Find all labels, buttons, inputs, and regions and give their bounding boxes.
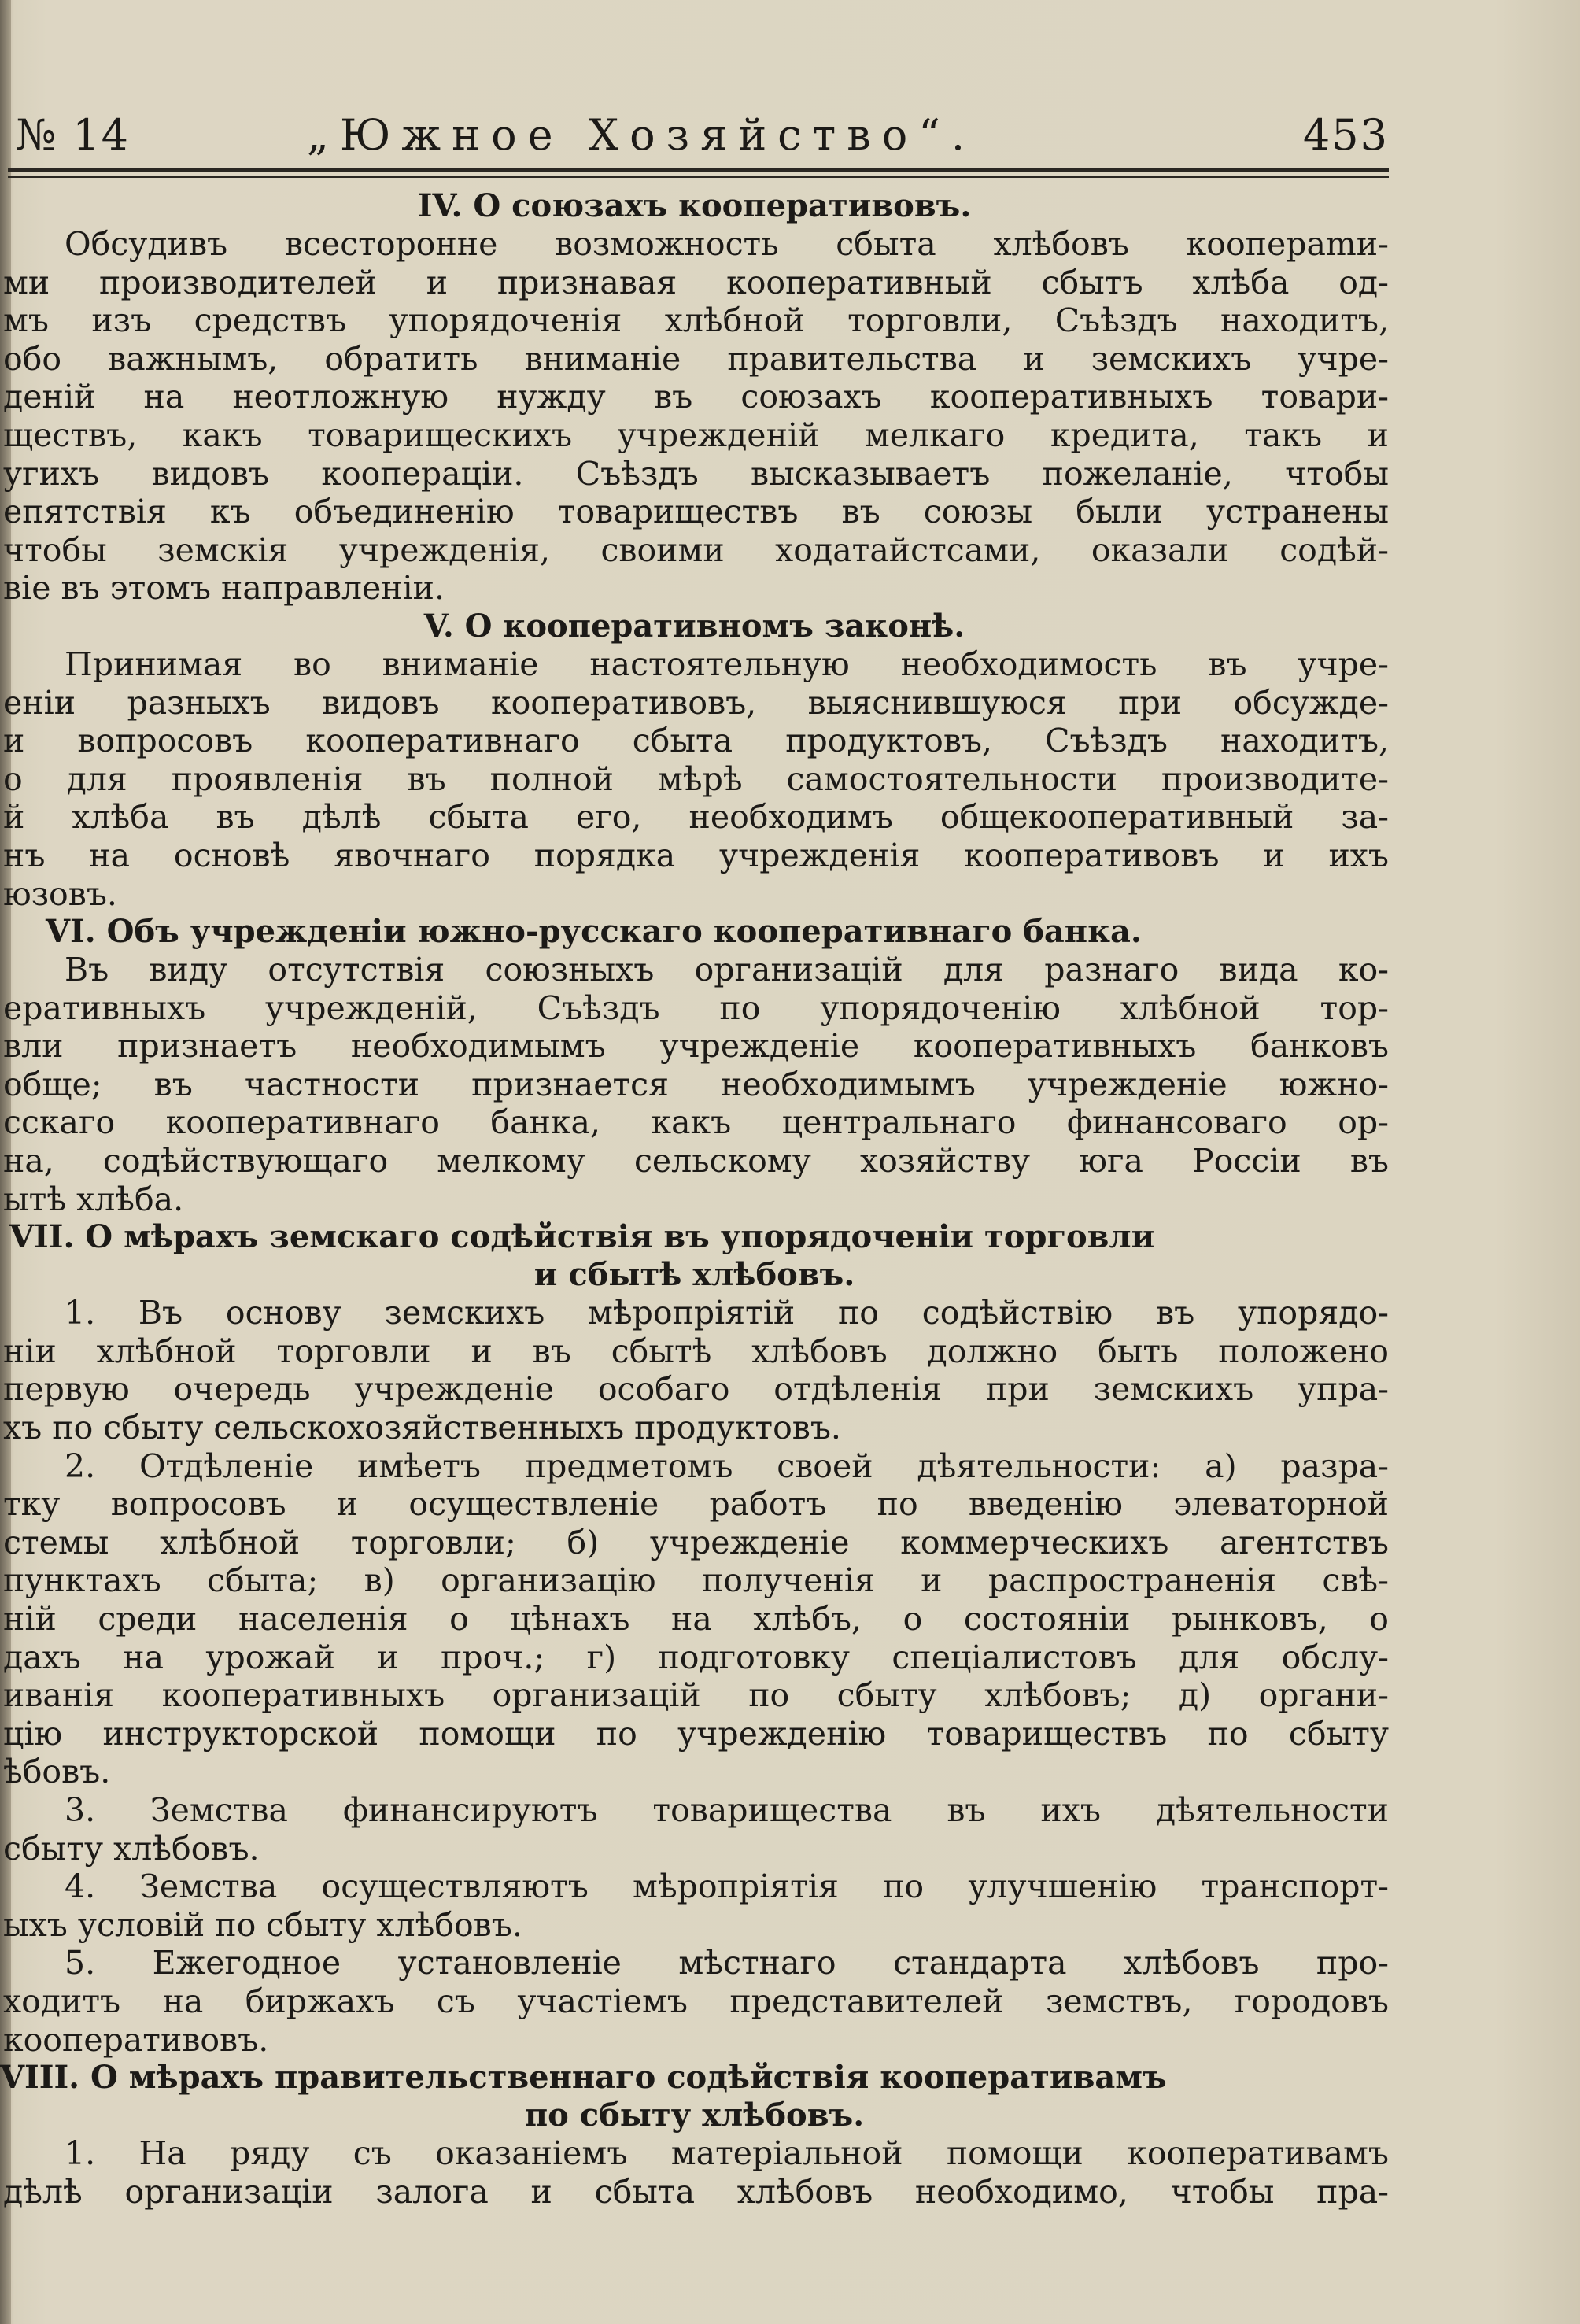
text-line: на, содѣйствующаго мелкому сельскому хозяйству юга Россіи въ xyxy=(3,1142,1389,1180)
text-line: й хлѣба въ дѣлѣ сбыта его, необходимъ общекооперативный за- xyxy=(3,798,1389,837)
text-line: обще; въ частности признается необходимымъ учрежденіе южно- xyxy=(3,1065,1389,1103)
header-rule-thin xyxy=(8,176,1389,178)
text-line: дѣлѣ организаціи залога и сбыта хлѣбовъ необходимо, чтобы пра- xyxy=(3,2172,1389,2211)
section-title-line-1: VII. О мѣрахъ земскаго содѣйствія въ упорядоченіи торговли xyxy=(9,1218,1155,1256)
text-line: стемы хлѣбной торговли; б) учрежденіе коммерческихъ агентствъ xyxy=(3,1523,1389,1561)
text-line: епятствія къ объединенію товариществъ въ союзы были устранены xyxy=(3,493,1389,531)
text-line: хъ по сбыту сельскохозяйственныхъ продуктовъ. xyxy=(3,1409,841,1447)
text-line: Въ виду отсутствія союзныхъ организацій для разнаго вида ко- xyxy=(65,951,1389,989)
text-line: 4. Земства осуществляютъ мѣропріятія по улучшенію транспорт- xyxy=(65,1868,1389,1906)
text-line: вли признаетъ необходимымъ учрежденіе кооперативныхъ банковъ xyxy=(3,1027,1389,1066)
text-line: сскаго кооперативнаго банка, какъ центральнаго финансоваго ор- xyxy=(3,1103,1389,1142)
text-line: чтобы земскія учрежденія, своими ходатайстсами, оказали содѣй- xyxy=(3,530,1389,569)
text-line: о для проявленія въ полной мѣрѣ самостоятельности производите- xyxy=(3,759,1389,798)
section-title: V. О кооперативномъ законѣ. xyxy=(423,607,965,645)
section-title: IV. О союзахъ кооперативовъ. xyxy=(417,187,972,224)
text-line: ытѣ хлѣба. xyxy=(3,1180,184,1218)
page-body xyxy=(0,187,1389,2211)
text-line: и вопросовъ кооперативнаго сбыта продуктовъ, Съѣздъ находитъ, xyxy=(3,722,1389,760)
text-line: ыхъ условій по сбыту хлѣбовъ. xyxy=(3,1905,522,1944)
text-line: первую очередь учрежденіе особаго отдѣленія при земскихъ упра- xyxy=(3,1370,1389,1409)
section-text xyxy=(0,1294,1389,2059)
text-line: пунктахъ сбыта; в) организацію полученія и распространенія свѣ- xyxy=(3,1561,1389,1600)
section-text xyxy=(0,225,1389,608)
section-text xyxy=(0,2134,1389,2211)
section-title-line-1: VIII. О мѣрахъ правительственнаго содѣйствія кооперативамъ xyxy=(0,2059,1167,2097)
running-header xyxy=(8,110,1389,165)
text-line: ществъ, какъ товарищескихъ учрежденій мелкаго кредита, такъ и xyxy=(3,416,1389,454)
text-line: нъ на основѣ явочнаго порядка учрежденія кооперативовъ и ихъ xyxy=(3,836,1389,874)
text-line: цію инструкторской помощи по учрежденію товариществъ по сбыту xyxy=(3,1714,1389,1753)
text-line: віе въ этомъ направленіи. xyxy=(3,569,445,608)
text-line: обо важнымъ, обратить вниманіе правительства и земскихъ учре- xyxy=(3,339,1389,378)
text-line: ѣбовъ. xyxy=(3,1753,111,1791)
text-line: тку вопросовъ и осуществленіе работъ по введенію элеваторной xyxy=(3,1485,1389,1524)
text-line: Обсудивъ всесторонне возможность сбыта хлѣбовъ коопераmи- xyxy=(65,225,1389,263)
text-line: дахъ на урожай и проч.; г) подготовку спеціалистовъ для обслу- xyxy=(3,1638,1389,1676)
header-rule-thick xyxy=(8,168,1389,172)
text-line: кооперативовъ. xyxy=(3,2020,269,2059)
issue-number: № 14 xyxy=(16,110,130,160)
text-line: юзовъ. xyxy=(3,874,117,913)
section-text xyxy=(0,951,1389,1218)
section-title: VI. Объ учрежденіи южно-русскаго кооперативнаго банка. xyxy=(46,913,1142,951)
text-line: еніи разныхъ видовъ кооперативовъ, выяснившуюся при обсужде- xyxy=(3,683,1389,722)
text-line: деній на неотложную нужду въ союзахъ кооперативныхъ товари- xyxy=(3,378,1389,416)
text-line: мъ изъ средствъ упорядоченія хлѣбной торговли, Съѣздъ находитъ, xyxy=(3,301,1389,340)
page-number: 453 xyxy=(1302,110,1389,160)
text-line: 2. Отдѣленіе имѣетъ предметомъ своей дѣятельности: а) разра- xyxy=(65,1446,1389,1485)
text-line: 5. Ежегодное установленіе мѣстнаго стандарта хлѣбовъ про- xyxy=(65,1944,1389,1982)
text-line: ходитъ на биржахъ съ участіемъ представителей земствъ, городовъ xyxy=(3,1982,1389,2020)
text-line: 3. Земства финансируютъ товарищества въ ихъ дѣятельности xyxy=(65,1790,1389,1829)
text-line: 1. На ряду съ оказаніемъ матеріальной помощи кооперативамъ xyxy=(65,2134,1389,2173)
section-title-line-2: и сбытѣ хлѣбовъ. xyxy=(533,1256,855,1294)
text-line: сбыту хлѣбовъ. xyxy=(3,1829,260,1868)
text-line: иванія кооперативныхъ организацій по сбыту хлѣбовъ; д) органи- xyxy=(3,1676,1389,1715)
text-line: ми производителей и признавая кооперативный сбытъ хлѣба од- xyxy=(3,263,1389,301)
text-line: Принимая во вниманіе настоятельную необходимость въ учре- xyxy=(65,645,1389,683)
text-line: ній среди населенія о цѣнахъ на хлѣбъ, о состояніи рынковъ, о xyxy=(3,1600,1389,1638)
text-line: 1. Въ основу земскихъ мѣропріятій по содѣйствію въ упорядо- xyxy=(65,1294,1389,1332)
journal-title: „Южное Хозяйство“. xyxy=(307,110,976,160)
text-line: еративныхъ учрежденій, Съѣздъ по упорядоченію хлѣбной тор- xyxy=(3,988,1389,1027)
section-text xyxy=(0,645,1389,913)
text-line: ніи хлѣбной торговли и въ сбытѣ хлѣбовъ должно быть положено xyxy=(3,1332,1389,1370)
section-title-line-2: по сбыту хлѣбовъ. xyxy=(524,2097,865,2134)
text-line: угихъ видовъ коопераціи. Съѣздъ высказываетъ пожеланіе, чтобы xyxy=(3,454,1389,493)
